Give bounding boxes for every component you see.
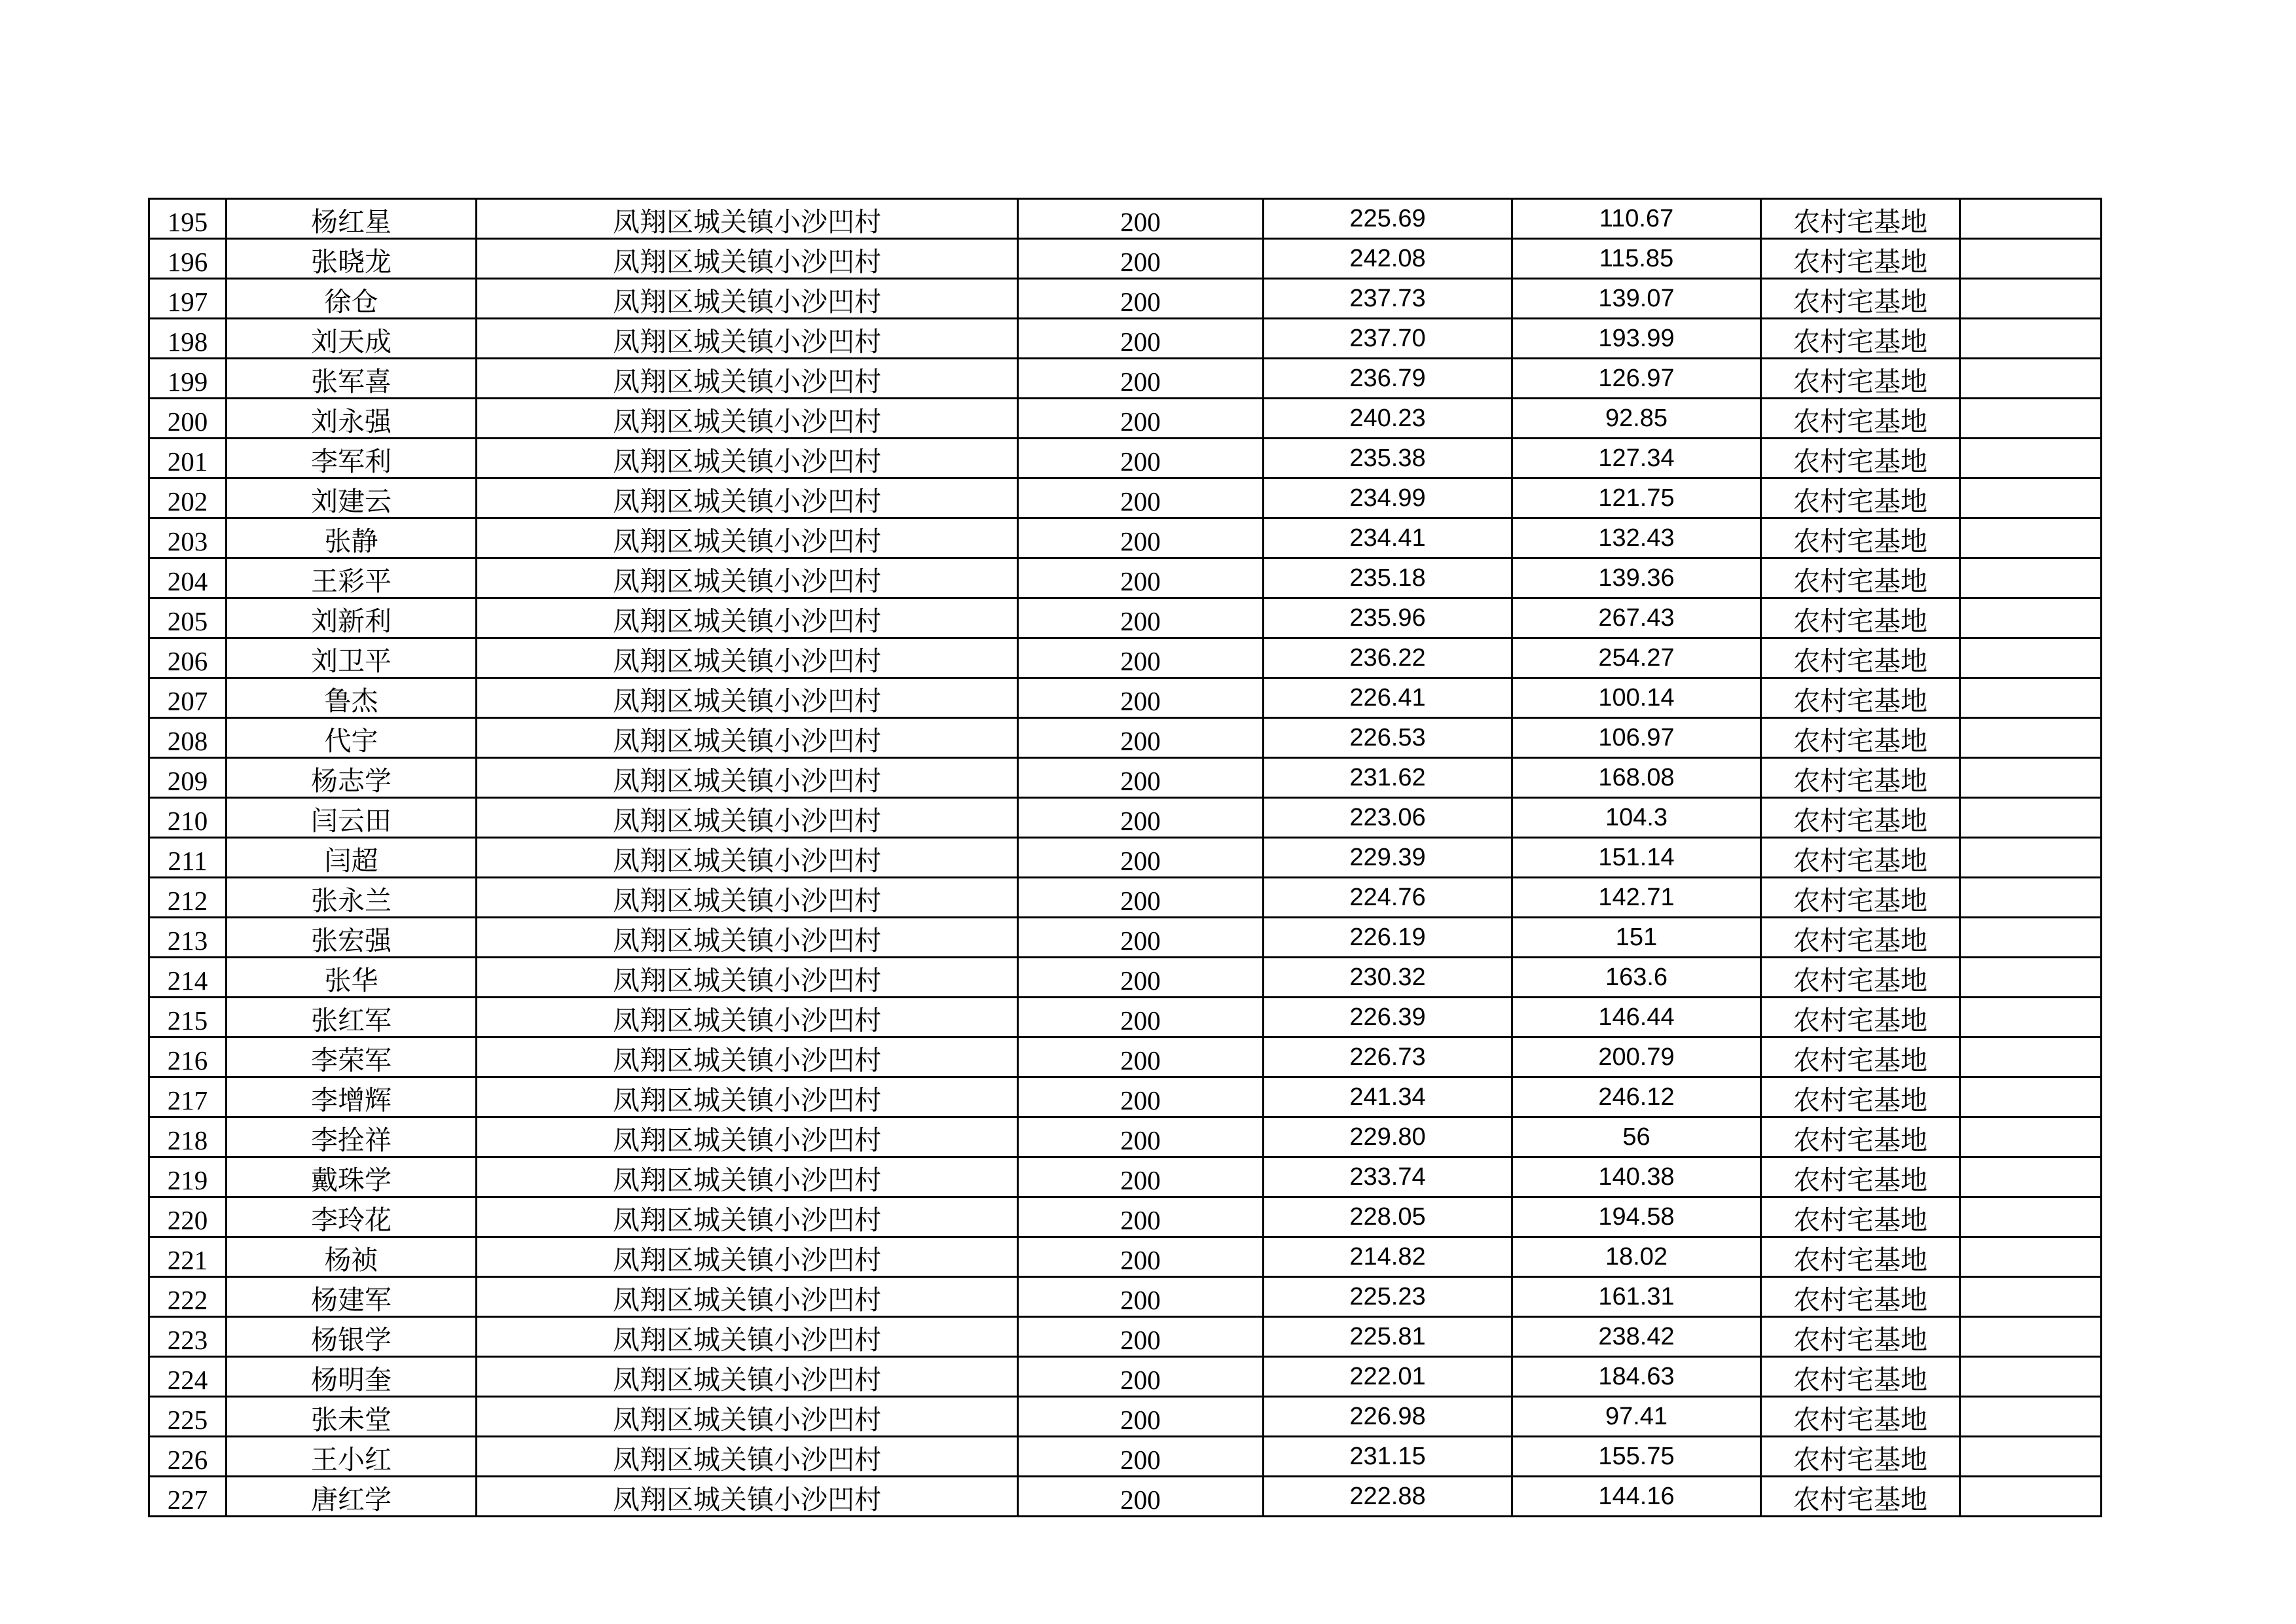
table-body [149, 199, 2102, 1517]
occupied-area-cell: 139.36 [1512, 558, 1761, 598]
standard-area-cell: 200 [1018, 1277, 1264, 1317]
table-row [149, 439, 2102, 478]
approved-area-cell: 226.73 [1264, 1038, 1512, 1077]
table-row [149, 678, 2102, 718]
owner-name-cell: 王小红 [227, 1437, 477, 1477]
empty-cell [1960, 998, 2102, 1038]
location-cell: 凤翔区城关镇小沙凹村 [477, 1397, 1018, 1437]
table-row [149, 518, 2102, 558]
row-number-cell: 202 [149, 478, 227, 518]
table-row [149, 878, 2102, 918]
table-row [149, 1357, 2102, 1397]
land-use-cell: 农村宅基地 [1761, 558, 1960, 598]
table-row [149, 918, 2102, 958]
land-use-cell: 农村宅基地 [1761, 918, 1960, 958]
location-cell: 凤翔区城关镇小沙凹村 [477, 918, 1018, 958]
approved-area-cell: 225.23 [1264, 1277, 1512, 1317]
empty-cell [1960, 319, 2102, 359]
occupied-area-cell: 110.67 [1512, 199, 1761, 239]
empty-cell [1960, 518, 2102, 558]
standard-area-cell: 200 [1018, 1397, 1264, 1437]
occupied-area-cell: 200.79 [1512, 1038, 1761, 1077]
empty-cell [1960, 878, 2102, 918]
empty-cell [1960, 1317, 2102, 1357]
location-cell: 凤翔区城关镇小沙凹村 [477, 1477, 1018, 1517]
standard-area-cell: 200 [1018, 998, 1264, 1038]
row-number-cell: 211 [149, 838, 227, 878]
land-use-cell: 农村宅基地 [1761, 638, 1960, 678]
table-row [149, 478, 2102, 518]
approved-area-cell: 231.62 [1264, 758, 1512, 798]
approved-area-cell: 226.98 [1264, 1397, 1512, 1437]
table-row [149, 998, 2102, 1038]
row-number-cell: 218 [149, 1117, 227, 1157]
approved-area-cell: 226.53 [1264, 718, 1512, 758]
approved-area-cell: 229.80 [1264, 1117, 1512, 1157]
empty-cell [1960, 678, 2102, 718]
row-number-cell: 220 [149, 1197, 227, 1237]
approved-area-cell: 237.70 [1264, 319, 1512, 359]
occupied-area-cell: 193.99 [1512, 319, 1761, 359]
empty-cell [1960, 1357, 2102, 1397]
approved-area-cell: 234.99 [1264, 478, 1512, 518]
empty-cell [1960, 758, 2102, 798]
occupied-area-cell: 139.07 [1512, 279, 1761, 319]
land-use-cell: 农村宅基地 [1761, 678, 1960, 718]
approved-area-cell: 222.88 [1264, 1477, 1512, 1517]
location-cell: 凤翔区城关镇小沙凹村 [477, 478, 1018, 518]
occupied-area-cell: 18.02 [1512, 1237, 1761, 1277]
table-row [149, 798, 2102, 838]
occupied-area-cell: 168.08 [1512, 758, 1761, 798]
table-row [149, 319, 2102, 359]
standard-area-cell: 200 [1018, 478, 1264, 518]
row-number-cell: 203 [149, 518, 227, 558]
empty-cell [1960, 1437, 2102, 1477]
table-row [149, 239, 2102, 279]
row-number-cell: 227 [149, 1477, 227, 1517]
row-number-cell: 210 [149, 798, 227, 838]
empty-cell [1960, 199, 2102, 239]
occupied-area-cell: 194.58 [1512, 1197, 1761, 1237]
occupied-area-cell: 106.97 [1512, 718, 1761, 758]
standard-area-cell: 200 [1018, 1077, 1264, 1117]
empty-cell [1960, 399, 2102, 439]
empty-cell [1960, 1277, 2102, 1317]
row-number-cell: 215 [149, 998, 227, 1038]
owner-name-cell: 张宏强 [227, 918, 477, 958]
owner-name-cell: 代宇 [227, 718, 477, 758]
standard-area-cell: 200 [1018, 598, 1264, 638]
location-cell: 凤翔区城关镇小沙凹村 [477, 1117, 1018, 1157]
location-cell: 凤翔区城关镇小沙凹村 [477, 958, 1018, 998]
standard-area-cell: 200 [1018, 918, 1264, 958]
table-row [149, 1038, 2102, 1077]
empty-cell [1960, 1197, 2102, 1237]
empty-cell [1960, 838, 2102, 878]
occupied-area-cell: 161.31 [1512, 1277, 1761, 1317]
approved-area-cell: 214.82 [1264, 1237, 1512, 1277]
location-cell: 凤翔区城关镇小沙凹村 [477, 878, 1018, 918]
approved-area-cell: 224.76 [1264, 878, 1512, 918]
standard-area-cell: 200 [1018, 678, 1264, 718]
approved-area-cell: 236.79 [1264, 359, 1512, 399]
empty-cell [1960, 958, 2102, 998]
owner-name-cell: 张红军 [227, 998, 477, 1038]
occupied-area-cell: 151.14 [1512, 838, 1761, 878]
row-number-cell: 201 [149, 439, 227, 478]
land-use-cell: 农村宅基地 [1761, 239, 1960, 279]
land-use-cell: 农村宅基地 [1761, 1477, 1960, 1517]
table-row [149, 1197, 2102, 1237]
land-use-cell: 农村宅基地 [1761, 1117, 1960, 1157]
standard-area-cell: 200 [1018, 758, 1264, 798]
row-number-cell: 225 [149, 1397, 227, 1437]
table-row [149, 1237, 2102, 1277]
row-number-cell: 198 [149, 319, 227, 359]
land-use-cell: 农村宅基地 [1761, 718, 1960, 758]
row-number-cell: 196 [149, 239, 227, 279]
standard-area-cell: 200 [1018, 798, 1264, 838]
standard-area-cell: 200 [1018, 878, 1264, 918]
standard-area-cell: 200 [1018, 1437, 1264, 1477]
approved-area-cell: 226.39 [1264, 998, 1512, 1038]
row-number-cell: 206 [149, 638, 227, 678]
location-cell: 凤翔区城关镇小沙凹村 [477, 758, 1018, 798]
owner-name-cell: 张静 [227, 518, 477, 558]
row-number-cell: 223 [149, 1317, 227, 1357]
table-row [149, 718, 2102, 758]
row-number-cell: 216 [149, 1038, 227, 1077]
empty-cell [1960, 638, 2102, 678]
land-use-cell: 农村宅基地 [1761, 758, 1960, 798]
row-number-cell: 222 [149, 1277, 227, 1317]
occupied-area-cell: 104.3 [1512, 798, 1761, 838]
approved-area-cell: 237.73 [1264, 279, 1512, 319]
location-cell: 凤翔区城关镇小沙凹村 [477, 1277, 1018, 1317]
approved-area-cell: 235.38 [1264, 439, 1512, 478]
land-use-cell: 农村宅基地 [1761, 359, 1960, 399]
occupied-area-cell: 132.43 [1512, 518, 1761, 558]
owner-name-cell: 张华 [227, 958, 477, 998]
standard-area-cell: 200 [1018, 1038, 1264, 1077]
table-row [149, 359, 2102, 399]
empty-cell [1960, 439, 2102, 478]
occupied-area-cell: 146.44 [1512, 998, 1761, 1038]
location-cell: 凤翔区城关镇小沙凹村 [477, 1437, 1018, 1477]
owner-name-cell: 杨志学 [227, 758, 477, 798]
approved-area-cell: 226.19 [1264, 918, 1512, 958]
row-number-cell: 209 [149, 758, 227, 798]
occupied-area-cell: 121.75 [1512, 478, 1761, 518]
row-number-cell: 208 [149, 718, 227, 758]
occupied-area-cell: 92.85 [1512, 399, 1761, 439]
land-use-cell: 农村宅基地 [1761, 199, 1960, 239]
occupied-area-cell: 140.38 [1512, 1157, 1761, 1197]
table-row [149, 199, 2102, 239]
location-cell: 凤翔区城关镇小沙凹村 [477, 1157, 1018, 1197]
occupied-area-cell: 115.85 [1512, 239, 1761, 279]
standard-area-cell: 200 [1018, 199, 1264, 239]
land-use-cell: 农村宅基地 [1761, 1077, 1960, 1117]
location-cell: 凤翔区城关镇小沙凹村 [477, 998, 1018, 1038]
location-cell: 凤翔区城关镇小沙凹村 [477, 399, 1018, 439]
standard-area-cell: 200 [1018, 1357, 1264, 1397]
empty-cell [1960, 359, 2102, 399]
row-number-cell: 204 [149, 558, 227, 598]
owner-name-cell: 刘卫平 [227, 638, 477, 678]
occupied-area-cell: 126.97 [1512, 359, 1761, 399]
empty-cell [1960, 1157, 2102, 1197]
table-row [149, 958, 2102, 998]
location-cell: 凤翔区城关镇小沙凹村 [477, 1237, 1018, 1277]
row-number-cell: 197 [149, 279, 227, 319]
row-number-cell: 226 [149, 1437, 227, 1477]
approved-area-cell: 242.08 [1264, 239, 1512, 279]
row-number-cell: 212 [149, 878, 227, 918]
row-number-cell: 207 [149, 678, 227, 718]
table-row [149, 758, 2102, 798]
standard-area-cell: 200 [1018, 439, 1264, 478]
owner-name-cell: 杨明奎 [227, 1357, 477, 1397]
location-cell: 凤翔区城关镇小沙凹村 [477, 1038, 1018, 1077]
owner-name-cell: 刘建云 [227, 478, 477, 518]
land-use-cell: 农村宅基地 [1761, 1038, 1960, 1077]
table-row [149, 1117, 2102, 1157]
approved-area-cell: 230.32 [1264, 958, 1512, 998]
approved-area-cell: 235.18 [1264, 558, 1512, 598]
table-row [149, 838, 2102, 878]
approved-area-cell: 235.96 [1264, 598, 1512, 638]
standard-area-cell: 200 [1018, 1237, 1264, 1277]
standard-area-cell: 200 [1018, 718, 1264, 758]
land-use-cell: 农村宅基地 [1761, 399, 1960, 439]
land-use-cell: 农村宅基地 [1761, 1437, 1960, 1477]
land-use-cell: 农村宅基地 [1761, 1397, 1960, 1437]
owner-name-cell: 张晓龙 [227, 239, 477, 279]
approved-area-cell: 225.81 [1264, 1317, 1512, 1357]
owner-name-cell: 戴珠学 [227, 1157, 477, 1197]
standard-area-cell: 200 [1018, 319, 1264, 359]
standard-area-cell: 200 [1018, 518, 1264, 558]
location-cell: 凤翔区城关镇小沙凹村 [477, 678, 1018, 718]
row-number-cell: 205 [149, 598, 227, 638]
location-cell: 凤翔区城关镇小沙凹村 [477, 1197, 1018, 1237]
table-row [149, 1157, 2102, 1197]
table-row [149, 1437, 2102, 1477]
occupied-area-cell: 151 [1512, 918, 1761, 958]
location-cell: 凤翔区城关镇小沙凹村 [477, 838, 1018, 878]
location-cell: 凤翔区城关镇小沙凹村 [477, 518, 1018, 558]
location-cell: 凤翔区城关镇小沙凹村 [477, 598, 1018, 638]
occupied-area-cell: 155.75 [1512, 1437, 1761, 1477]
occupied-area-cell: 97.41 [1512, 1397, 1761, 1437]
empty-cell [1960, 798, 2102, 838]
owner-name-cell: 刘永强 [227, 399, 477, 439]
standard-area-cell: 200 [1018, 1197, 1264, 1237]
table-row [149, 1277, 2102, 1317]
owner-name-cell: 闫超 [227, 838, 477, 878]
land-use-cell: 农村宅基地 [1761, 598, 1960, 638]
owner-name-cell: 李荣军 [227, 1038, 477, 1077]
standard-area-cell: 200 [1018, 1117, 1264, 1157]
empty-cell [1960, 1077, 2102, 1117]
row-number-cell: 200 [149, 399, 227, 439]
table-row [149, 1317, 2102, 1357]
approved-area-cell: 226.41 [1264, 678, 1512, 718]
table-row [149, 598, 2102, 638]
standard-area-cell: 200 [1018, 1477, 1264, 1517]
empty-cell [1960, 1477, 2102, 1517]
empty-cell [1960, 239, 2102, 279]
row-number-cell: 213 [149, 918, 227, 958]
occupied-area-cell: 238.42 [1512, 1317, 1761, 1357]
owner-name-cell: 王彩平 [227, 558, 477, 598]
empty-cell [1960, 1117, 2102, 1157]
occupied-area-cell: 163.6 [1512, 958, 1761, 998]
owner-name-cell: 李军利 [227, 439, 477, 478]
land-use-cell: 农村宅基地 [1761, 878, 1960, 918]
land-use-cell: 农村宅基地 [1761, 1357, 1960, 1397]
empty-cell [1960, 558, 2102, 598]
standard-area-cell: 200 [1018, 279, 1264, 319]
row-number-cell: 219 [149, 1157, 227, 1197]
occupied-area-cell: 267.43 [1512, 598, 1761, 638]
land-use-cell: 农村宅基地 [1761, 1157, 1960, 1197]
empty-cell [1960, 598, 2102, 638]
land-use-cell: 农村宅基地 [1761, 518, 1960, 558]
empty-cell [1960, 1038, 2102, 1077]
location-cell: 凤翔区城关镇小沙凹村 [477, 558, 1018, 598]
location-cell: 凤翔区城关镇小沙凹村 [477, 638, 1018, 678]
occupied-area-cell: 254.27 [1512, 638, 1761, 678]
empty-cell [1960, 1397, 2102, 1437]
standard-area-cell: 200 [1018, 1317, 1264, 1357]
location-cell: 凤翔区城关镇小沙凹村 [477, 1077, 1018, 1117]
approved-area-cell: 229.39 [1264, 838, 1512, 878]
empty-cell [1960, 1237, 2102, 1277]
location-cell: 凤翔区城关镇小沙凹村 [477, 319, 1018, 359]
empty-cell [1960, 918, 2102, 958]
table-row [149, 1077, 2102, 1117]
land-use-cell: 农村宅基地 [1761, 478, 1960, 518]
occupied-area-cell: 246.12 [1512, 1077, 1761, 1117]
table-row [149, 279, 2102, 319]
approved-area-cell: 233.74 [1264, 1157, 1512, 1197]
table-row [149, 558, 2102, 598]
location-cell: 凤翔区城关镇小沙凹村 [477, 798, 1018, 838]
land-use-cell: 农村宅基地 [1761, 1237, 1960, 1277]
owner-name-cell: 张军喜 [227, 359, 477, 399]
occupied-area-cell: 144.16 [1512, 1477, 1761, 1517]
occupied-area-cell: 142.71 [1512, 878, 1761, 918]
land-use-cell: 农村宅基地 [1761, 998, 1960, 1038]
table-row [149, 1397, 2102, 1437]
empty-cell [1960, 718, 2102, 758]
land-use-cell: 农村宅基地 [1761, 1317, 1960, 1357]
approved-area-cell: 231.15 [1264, 1437, 1512, 1477]
location-cell: 凤翔区城关镇小沙凹村 [477, 1317, 1018, 1357]
empty-cell [1960, 279, 2102, 319]
owner-name-cell: 杨祯 [227, 1237, 477, 1277]
occupied-area-cell: 56 [1512, 1117, 1761, 1157]
row-number-cell: 199 [149, 359, 227, 399]
land-use-cell: 农村宅基地 [1761, 439, 1960, 478]
standard-area-cell: 200 [1018, 239, 1264, 279]
owner-name-cell: 闫云田 [227, 798, 477, 838]
land-use-cell: 农村宅基地 [1761, 1277, 1960, 1317]
row-number-cell: 214 [149, 958, 227, 998]
row-number-cell: 217 [149, 1077, 227, 1117]
table-row [149, 399, 2102, 439]
approved-area-cell: 234.41 [1264, 518, 1512, 558]
occupied-area-cell: 127.34 [1512, 439, 1761, 478]
location-cell: 凤翔区城关镇小沙凹村 [477, 239, 1018, 279]
table-row [149, 638, 2102, 678]
owner-name-cell: 李玲花 [227, 1197, 477, 1237]
land-use-cell: 农村宅基地 [1761, 279, 1960, 319]
location-cell: 凤翔区城关镇小沙凹村 [477, 359, 1018, 399]
owner-name-cell: 杨建军 [227, 1277, 477, 1317]
owner-name-cell: 鲁杰 [227, 678, 477, 718]
approved-area-cell: 240.23 [1264, 399, 1512, 439]
land-use-cell: 农村宅基地 [1761, 958, 1960, 998]
standard-area-cell: 200 [1018, 558, 1264, 598]
land-use-cell: 农村宅基地 [1761, 1197, 1960, 1237]
standard-area-cell: 200 [1018, 838, 1264, 878]
approved-area-cell: 222.01 [1264, 1357, 1512, 1397]
owner-name-cell: 杨银学 [227, 1317, 477, 1357]
owner-name-cell: 刘天成 [227, 319, 477, 359]
occupied-area-cell: 184.63 [1512, 1357, 1761, 1397]
land-use-cell: 农村宅基地 [1761, 798, 1960, 838]
homestead-table [148, 198, 2102, 1517]
approved-area-cell: 228.05 [1264, 1197, 1512, 1237]
occupied-area-cell: 100.14 [1512, 678, 1761, 718]
standard-area-cell: 200 [1018, 958, 1264, 998]
table-row [149, 1477, 2102, 1517]
standard-area-cell: 200 [1018, 1157, 1264, 1197]
location-cell: 凤翔区城关镇小沙凹村 [477, 718, 1018, 758]
owner-name-cell: 杨红星 [227, 199, 477, 239]
approved-area-cell: 223.06 [1264, 798, 1512, 838]
approved-area-cell: 236.22 [1264, 638, 1512, 678]
approved-area-cell: 225.69 [1264, 199, 1512, 239]
location-cell: 凤翔区城关镇小沙凹村 [477, 199, 1018, 239]
owner-name-cell: 张永兰 [227, 878, 477, 918]
standard-area-cell: 200 [1018, 399, 1264, 439]
standard-area-cell: 200 [1018, 359, 1264, 399]
owner-name-cell: 刘新利 [227, 598, 477, 638]
land-use-cell: 农村宅基地 [1761, 838, 1960, 878]
row-number-cell: 221 [149, 1237, 227, 1277]
owner-name-cell: 张未堂 [227, 1397, 477, 1437]
empty-cell [1960, 478, 2102, 518]
land-use-cell: 农村宅基地 [1761, 319, 1960, 359]
owner-name-cell: 唐红学 [227, 1477, 477, 1517]
location-cell: 凤翔区城关镇小沙凹村 [477, 1357, 1018, 1397]
location-cell: 凤翔区城关镇小沙凹村 [477, 439, 1018, 478]
row-number-cell: 195 [149, 199, 227, 239]
approved-area-cell: 241.34 [1264, 1077, 1512, 1117]
row-number-cell: 224 [149, 1357, 227, 1397]
owner-name-cell: 李拴祥 [227, 1117, 477, 1157]
owner-name-cell: 徐仓 [227, 279, 477, 319]
owner-name-cell: 李增辉 [227, 1077, 477, 1117]
standard-area-cell: 200 [1018, 638, 1264, 678]
location-cell: 凤翔区城关镇小沙凹村 [477, 279, 1018, 319]
